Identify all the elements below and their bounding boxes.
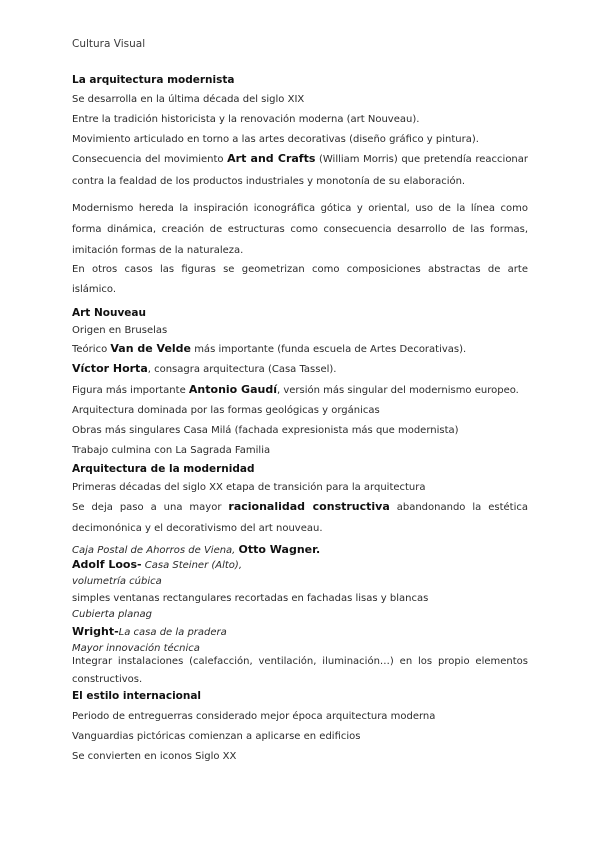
text-line: simples ventanas rectangulares recortadas en fachadas lisas y blancas [72,593,429,604]
text-span: Caja Postal de Ahorros de Viena, [72,545,239,556]
paragraph: Modernismo hereda la inspiración iconográfica gótica y oriental, uso de la línea como forma dinámica, creación de estructuras como consecuencia desarrollo de las formas, imitación formas de la naturaleza. [72,203,528,256]
text-span: Casa Steiner (Alto), [141,560,243,571]
text-line [72,383,528,397]
text-span: , consagra arquitectura (Casa Tassel). [147,364,337,375]
text-line: Movimiento articulado en torno a las artes decorativas (diseño gráfico y pintura). [72,134,479,145]
text-line: volumetría cúbica [72,576,162,587]
bold-term: racionalidad constructiva [228,500,390,513]
text-span: Consecuencia del movimiento [72,154,228,165]
text-span: , versión más singular del modernismo europeo. [276,385,519,396]
text-line: Mayor innovación técnica [72,643,200,654]
text-span: (William Morris) que pretendía reaccionar contra la fealdad de los productos industriales y monotonía de su elaboración. [72,154,528,187]
text-line: Entre la tradición historicista y la renovación moderna (art Nouveau). [72,114,420,125]
text-span: La casa de la pradera [118,627,227,638]
text-line [72,362,528,376]
paragraph: Integrar instalaciones (calefacción, ventilación, iluminación…) en los propio elementos constructivos. [72,656,528,685]
text-line [72,342,528,356]
page-header: Cultura Visual [72,38,146,50]
bold-term: Wright- [72,625,119,638]
paragraph [72,496,528,539]
text-span: abandonando la estética decimonónica y el decorativismo del art nouveau. [72,502,528,534]
text-line: Se desarrolla en la última década del siglo XIX [72,94,305,105]
text-line: Primeras décadas del siglo XX etapa de transición para la arquitectura [72,482,426,493]
text-line: Periodo de entreguerras considerado mejor época arquitectura moderna [72,711,436,722]
text-span: Figura más importante [72,385,189,396]
section-title-modernidad: Arquitectura de la modernidad [72,463,255,475]
text-line: Cubierta planag [72,609,153,620]
paragraph: En otros casos las figuras se geometrizan como composiciones abstractas de arte islámico. [72,264,528,295]
bold-term: Art and Crafts [227,152,316,165]
section-title-art-nouveau: Art Nouveau [72,307,146,319]
text-line: Se convierten en iconos Siglo XX [72,751,237,762]
text-line [72,558,528,572]
text-span: más importante (funda escuela de Artes Decorativas). [191,344,467,355]
text-line: Origen en Bruselas [72,325,168,336]
bold-term: Adolf Loos- [72,558,142,571]
text-line [72,625,528,639]
section-title-modernista: La arquitectura modernista [72,74,235,86]
text-line: Trabajo culmina con La Sagrada Familia [72,445,271,456]
text-line [72,543,528,557]
text-line: Vanguardias pictóricas comienzan a aplicarse en edificios [72,731,361,742]
bold-term: Otto Wagner. [238,543,321,556]
text-line: Arquitectura dominada por las formas geológicas y orgánicas [72,405,380,416]
bold-term: Van de Velde [110,342,192,355]
section-title-estilo-internacional: El estilo internacional [72,690,202,702]
text-span: Teórico [72,344,111,355]
bold-term: Antonio Gaudí [188,383,277,396]
text-span: Se deja paso a una mayor [72,502,229,513]
bold-term: Víctor Horta [72,362,148,375]
text-line: Obras más singulares Casa Milá (fachada expresionista más que modernista) [72,425,459,436]
paragraph [72,148,528,193]
